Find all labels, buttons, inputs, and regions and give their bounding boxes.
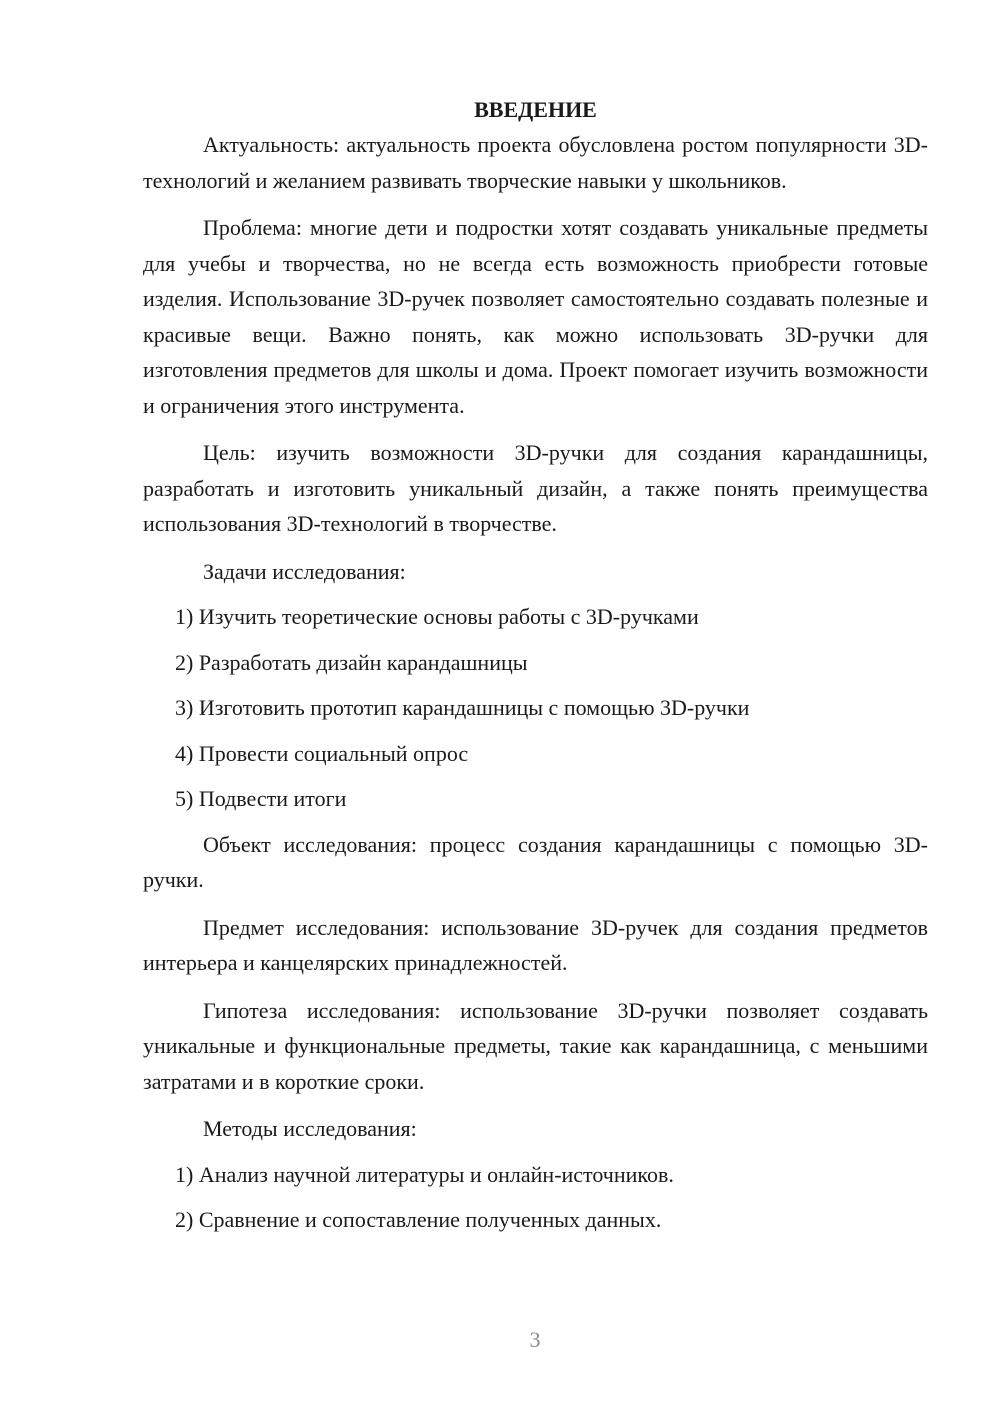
method-item: 2) Сравнение и сопоставление полученных данных. [175, 1207, 662, 1232]
task-item: 5) Подвести итоги [175, 786, 347, 811]
document-page [143, 92, 928, 1248]
section-title: ВВЕДЕНИЕ [474, 97, 597, 122]
tasks-list [143, 599, 928, 817]
task-item: 3) Изготовить прототип карандашницы с помощью 3D-ручки [175, 695, 750, 720]
tasks-heading: Задачи исследования: [203, 558, 406, 584]
task-item: 4) Провести социальный опрос [175, 740, 469, 766]
subject-paragraph: Предмет исследования: использование 3D-ручек для создания предметов интерьера и канцелярских принадлежностей. [143, 914, 928, 975]
relevance-paragraph: Актуальность: актуальность проекта обусловлена ростом популярности 3D-технологий и желанием развивать творческие навыки у школьников. [143, 132, 928, 193]
methods-heading: Методы исследования: [203, 1116, 417, 1141]
goal-paragraph: Цель: изучить возможности 3D-ручки для создания карандашницы, разработать и изготовить уникальный дизайн, а также понять преимущества использования 3D-технологий в творчестве. [143, 440, 928, 536]
task-item: 2) Разработать дизайн карандашницы [175, 649, 528, 675]
methods-list [143, 1157, 928, 1238]
method-item: 1) Анализ научной литературы и онлайн-источников. [175, 1161, 674, 1187]
task-item: 1) Изучить теоретические основы работы с 3D-ручками [175, 604, 699, 629]
page-number: 3 [529, 1327, 541, 1352]
problem-paragraph: Проблема: многие дети и подростки хотят создавать уникальные предметы для учебы и творчества, но не всегда есть возможность приобрести готовые изделия. Использование 3D-ручек позволяет самостоятельно создавать полезные и красивые вещи. Важно понять, как можно использовать 3D-ручки для изготовления предметов для школы и дома. Проект помогает изучить возможности и ограничения этого инструмента. [143, 215, 928, 418]
object-paragraph: Объект исследования: процесс создания карандашницы с помощью 3D-ручки. [143, 831, 928, 892]
hypothesis-paragraph: Гипотеза исследования: использование 3D-ручки позволяет создавать уникальные и функциональные предметы, такие как карандашница, с меньшими затратами и в короткие сроки. [143, 997, 928, 1094]
